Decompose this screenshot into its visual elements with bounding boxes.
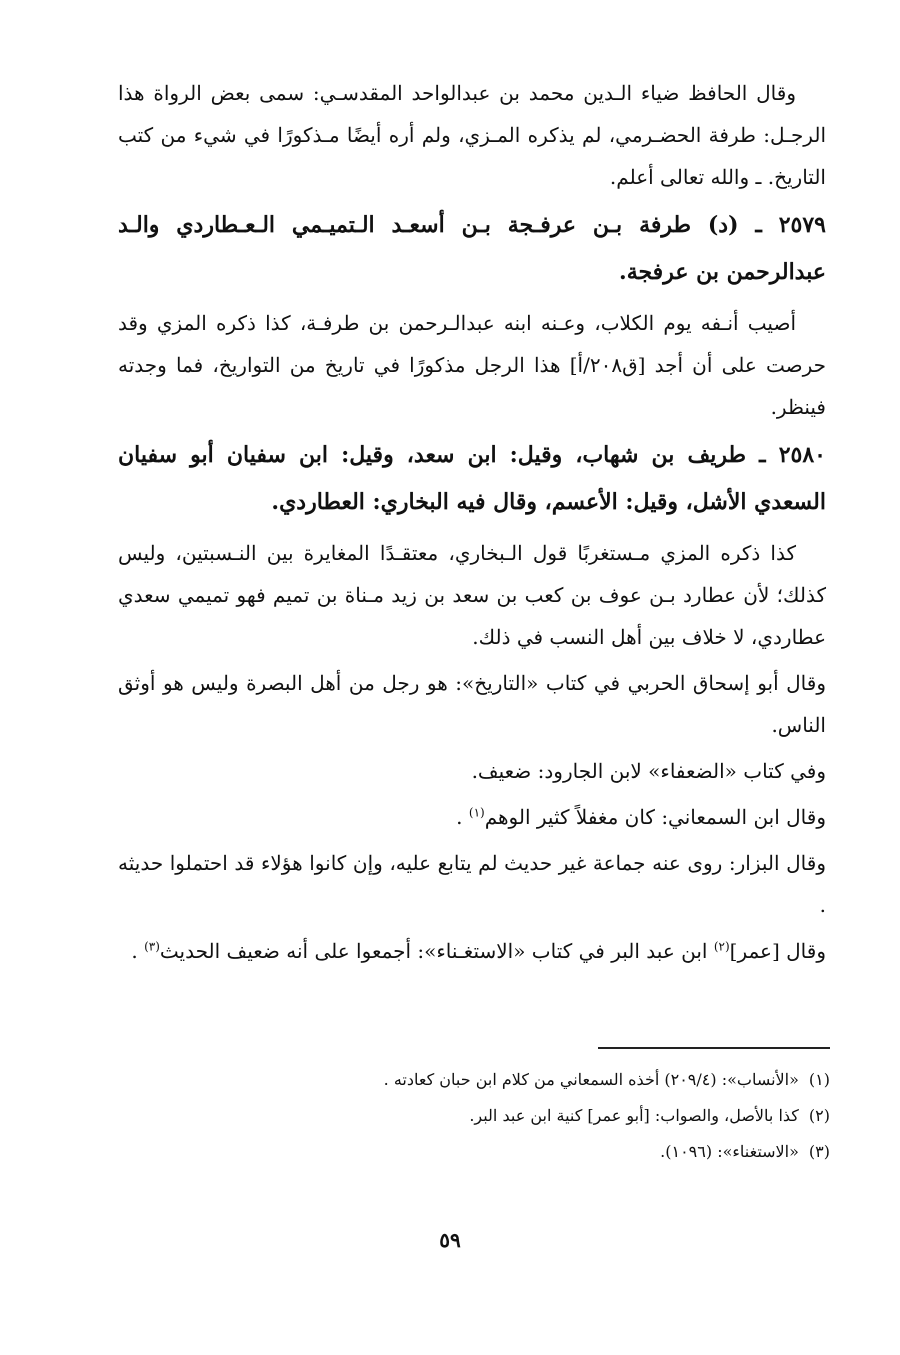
barr-text-b: ابن عبد البر في كتاب «الاستغـناء»: أجمعوا على أنه ضعيف الحديث xyxy=(159,939,714,963)
paragraph-bazzar: وقال البزار: روى عنه جماعة غير حديث لم يتابع عليه، وإن كانوا هؤلاء قد احتملوا حديثه . xyxy=(118,851,826,917)
footnote-text: «الأنساب»: (٢٠٩/٤) أخذه السمعاني من كلام ابن حبان كعادته . xyxy=(383,1070,799,1089)
footnote-3 xyxy=(118,1134,830,1170)
paragraph-harbi: وقال أبو إسحاق الحربي في كتاب «التاريخ»: هو رجل من أهل البصرة وليس هو أوثق الناس. xyxy=(118,671,826,737)
footnote-ref-3: (٣) xyxy=(144,939,160,954)
page-number: ٥٩ xyxy=(439,1228,461,1252)
footnote-divider xyxy=(598,1047,830,1049)
entry-heading-2579: ٢٥٧٩ ـ (د) طرفة بـن عرفـجة بـن أسعـد الـتميـمي الـعـطاردي والـد عبدالرحمن بن عرفجة. xyxy=(118,212,826,285)
paragraph-duafa: وفي كتاب «الضعفاء» لابن الجارود: ضعيف. xyxy=(471,759,826,783)
samani-end: . xyxy=(456,805,469,829)
footnote-1 xyxy=(118,1062,830,1098)
paragraph-ibn-abd-al-barr xyxy=(118,930,826,972)
paragraph-entry-2580: كذا ذكره المزي مـستغربًا قول الـبخاري، معتقـدًا المغايرة بين النـسبتين، وليس كذلك؛ لأن عطارد بـن عوف بن كعب بن سعد بن زيد مـناة بن تميم فهو تميمي سعدي عطاردي، لا خلاف بين أهل النسب في ذلك. xyxy=(118,541,826,649)
paragraph-samani xyxy=(118,796,826,838)
entry-heading-2580: ٢٥٨٠ ـ طريف بن شهاب، وقيل: ابن سعد، وقيل: ابن سفيان أبو سفيان السعدي الأشل، وقيل: الأعسم، وقال فيه البخاري: العطاردي. xyxy=(118,442,826,515)
footnote-text: «الاستغناء»: (١٠٩٦). xyxy=(660,1142,799,1161)
footnote-number: (٣) xyxy=(808,1142,830,1161)
footnote-2 xyxy=(118,1098,830,1134)
barr-end: . xyxy=(131,939,145,963)
barr-text-a: وقال [عمر] xyxy=(729,939,826,963)
footnote-number: (٢) xyxy=(808,1106,830,1125)
footnote-number: (١) xyxy=(808,1070,830,1089)
footnote-ref-2: (٢) xyxy=(713,939,730,954)
samani-text: وقال ابن السمعاني: كان مغفلاً كثير الوهم xyxy=(484,805,826,829)
footnote-ref-1: (١) xyxy=(468,805,485,820)
footnote-text: كذا بالأصل، والصواب: [أبو عمر] كنية ابن عبد البر. xyxy=(469,1106,799,1125)
footnotes xyxy=(118,1062,830,1170)
paragraph-entry-2579: أصيب أنـفه يوم الكلاب، وعـنه ابنه عبدالـرحمن بن طرفـة، كذا ذكره المزي وقد حرصت على أن أجد [ق٢٠٨/أ] هذا الرجل مذكورًا في تاريخ من التواريخ، فما وجدته فينظر. xyxy=(118,311,826,419)
main-text xyxy=(118,72,826,976)
paragraph-maqdisi: وقال الحافظ ضياء الـدين محمد بن عبدالواحد المقدسـي: سمى بعض الرواة هذا الرجـل: طرفة الحضـرمي، لم يذكره المـزي، ولم أره أيضًا مـذكورًا في شيء من كتب التاريخ. ـ والله تعالى أعلم. xyxy=(118,81,826,189)
